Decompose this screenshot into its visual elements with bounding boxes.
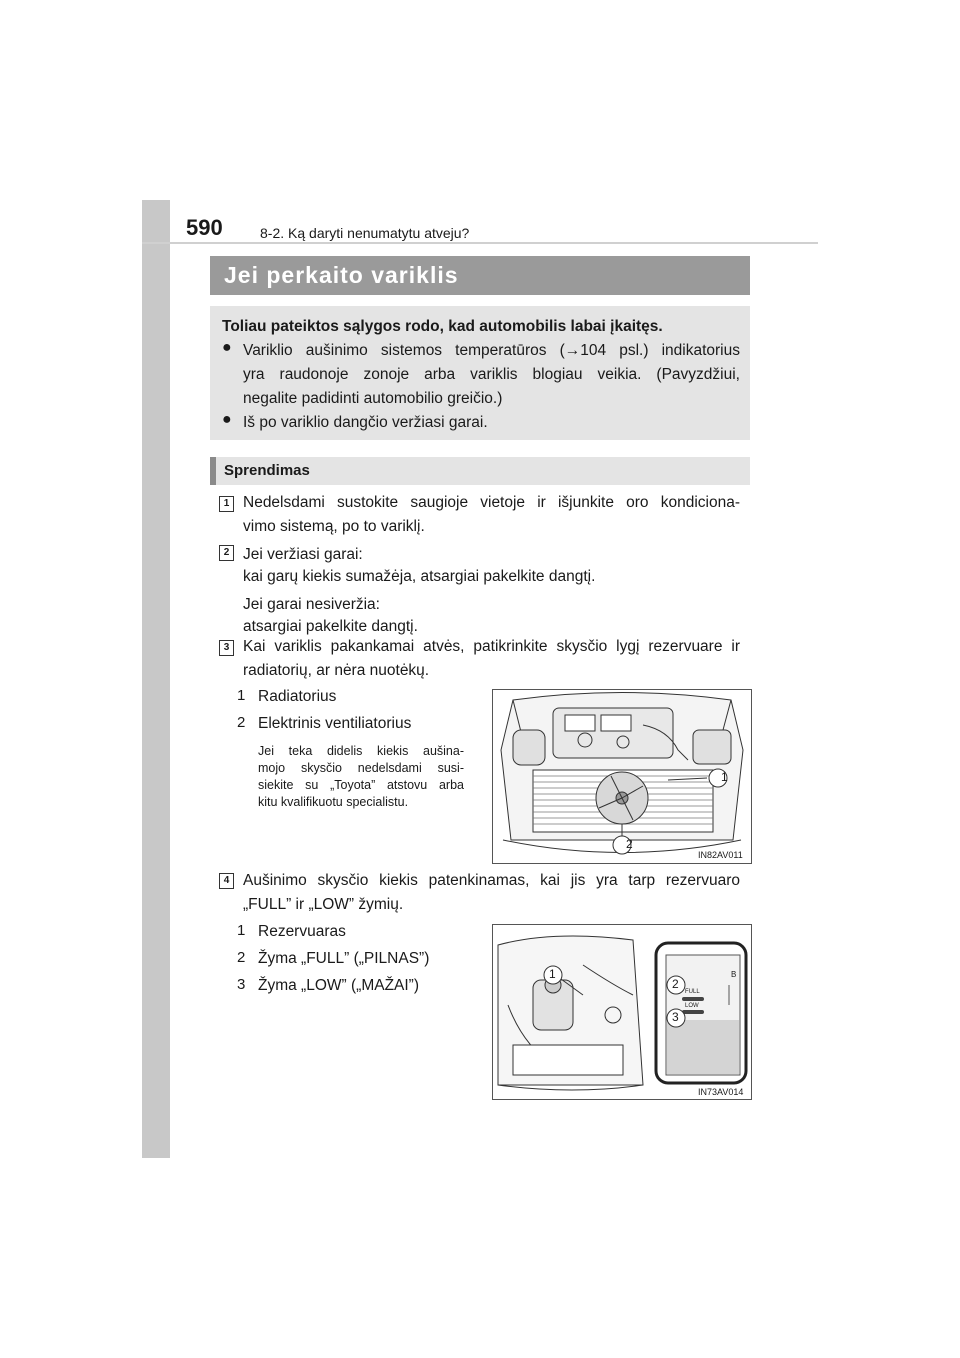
section-title: 8-2. Ką daryti nenumatytu atveju? — [260, 225, 470, 241]
mark-b: B — [731, 970, 737, 979]
info-bullet-line: Iš po variklio dangčio veržiasi garai. — [243, 414, 488, 431]
full-mark: FULL — [685, 989, 700, 995]
step-line: Aušinimo skysčio kiekis patenkinamas, kai jis yra tarp rezervuaro — [243, 872, 740, 889]
info-bullet-line: negalite padidinti automobilio greičio.) — [243, 390, 503, 407]
step-number-1: 1 — [219, 496, 234, 512]
figure-code: IN82AV011 — [698, 850, 743, 860]
item-label: Rezervuaras — [258, 923, 346, 940]
info-intro: Toliau pateiktos sąlygos rodo, kad automobilis labai įkaitęs. — [222, 318, 663, 335]
step-line: Jei veržiasi garai: — [243, 546, 363, 563]
page-title-bar — [210, 256, 750, 295]
step-line: atsargiai pakelkite dangtį. — [243, 618, 418, 635]
note-line: Jei teka didelis kiekis aušina- — [258, 744, 464, 758]
callout-label: 3 — [672, 1010, 679, 1024]
step-line: vimo sistemą, po to variklį. — [243, 518, 425, 535]
item-label: Žyma „LOW” („MAŽAI”) — [258, 977, 420, 994]
bullet-icon: ● — [222, 339, 232, 356]
step-line: radiatorių, ar nėra nuotėkų. — [243, 662, 430, 679]
callout-label: 1 — [549, 967, 556, 981]
subheading — [210, 457, 750, 485]
item-number: 3 — [237, 976, 246, 993]
step-line: kai garų kiekis sumažėja, atsargiai pakelkite dangtį. — [243, 568, 596, 585]
callout-label: 1 — [721, 770, 728, 784]
bullet-icon: ● — [222, 411, 232, 428]
step-number-2: 2 — [219, 545, 234, 561]
header-divider — [142, 242, 818, 244]
step-line: „FULL” ir „LOW” žymių. — [243, 896, 404, 913]
item-number: 1 — [237, 922, 246, 939]
step-number-4: 4 — [219, 873, 234, 889]
step-line: Nedelsdami sustokite saugioje vietoje ir išjunkite oro kondiciona- — [243, 494, 740, 511]
reservoir-illustration — [493, 925, 751, 1099]
info-bullet-line: Variklio aušinimo sistemos temperatūros (→104 psl.) indikatorius — [243, 342, 740, 359]
item-number: 2 — [237, 949, 246, 966]
item-number: 2 — [237, 714, 246, 731]
step-line: Kai variklis pakankamai atvės, patikrinkite skysčio lygį rezervuare ir — [243, 638, 740, 655]
low-mark: LOW — [685, 1003, 699, 1009]
step-number-3: 3 — [219, 640, 234, 656]
note-line: siekite su „Toyota” atstovu arba — [258, 778, 464, 792]
reservoir-figure — [492, 924, 752, 1100]
item-label: Radiatorius — [258, 688, 337, 705]
callout-label: 2 — [672, 977, 679, 991]
item-label: Elektrinis ventiliatorius — [258, 715, 412, 732]
subheading-bar — [210, 457, 216, 485]
note-line: mojo skysčio nedelsdami susi- — [258, 761, 464, 775]
page-sidebar — [142, 200, 170, 1158]
engine-bay-illustration — [493, 690, 751, 863]
figure-code: IN73AV014 — [698, 1087, 744, 1097]
callout-label: 2 — [626, 837, 633, 851]
info-bullet-line: yra raudonoje zonoje arba variklis blogiau veikia. (Pavyzdžiui, — [243, 366, 740, 383]
item-number: 1 — [237, 687, 246, 704]
note-line: kitu kvalifikuotu specialistu. — [258, 795, 409, 809]
subheading-text: Sprendimas — [224, 462, 310, 479]
item-label: Žyma „FULL” („PILNAS”) — [258, 950, 430, 967]
page-number: 590 — [186, 215, 223, 240]
page-title: Jei perkaito variklis — [224, 262, 459, 288]
step-line: Jei garai nesiveržia: — [243, 596, 380, 613]
radiator-figure — [492, 689, 752, 864]
